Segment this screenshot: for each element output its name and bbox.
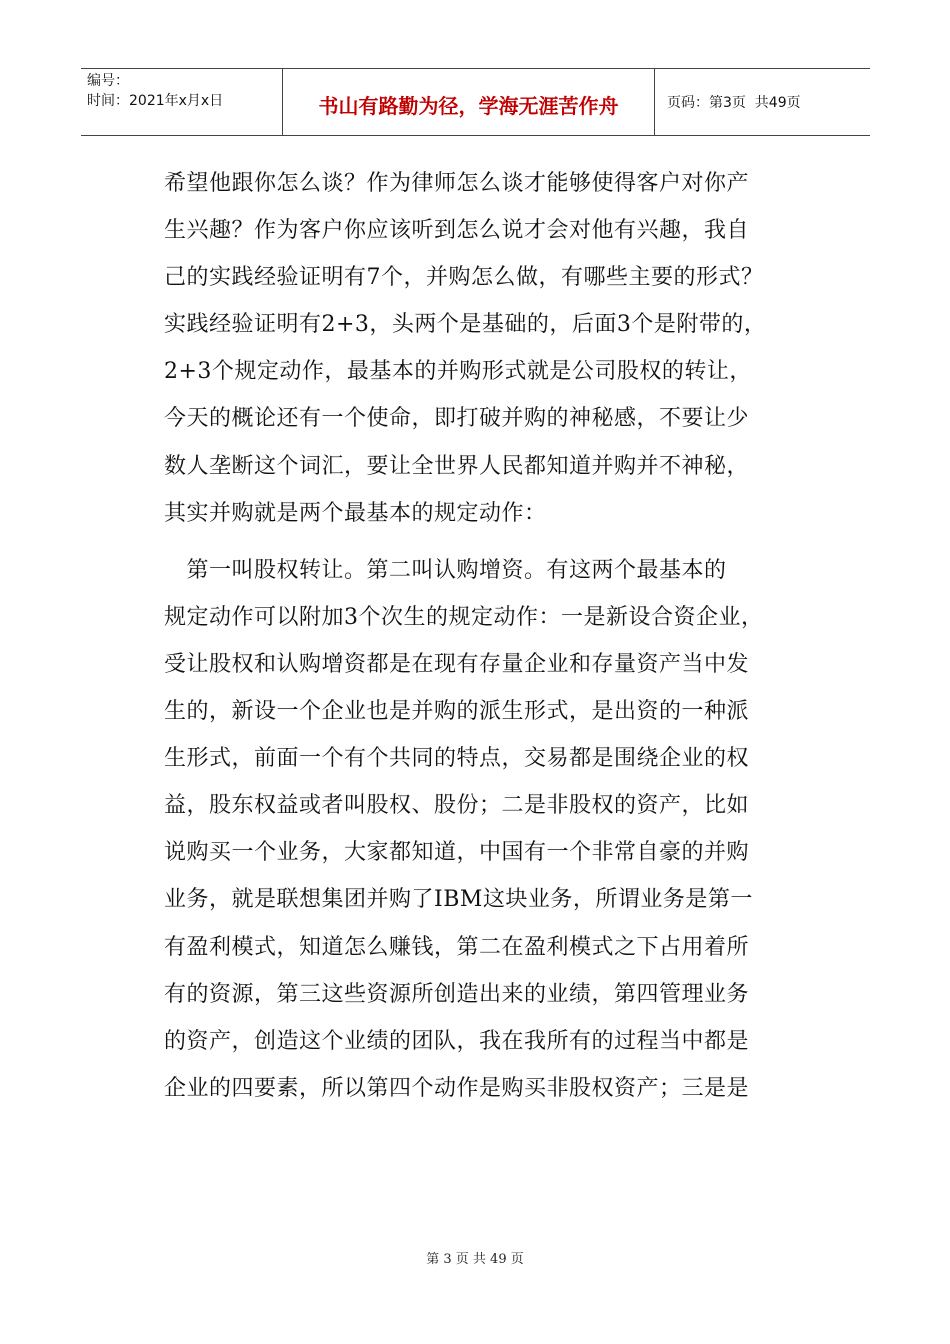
- text-line: 企业的四要素，所以第四个动作是购买非股权资产；三是是: [164, 1075, 750, 1101]
- document-body: [164, 160, 804, 1112]
- header-motto: 书山有路勤为径，学海无涯苦作舟: [283, 69, 655, 135]
- text-line: 2+3个规定动作，最基本的并购形式就是公司股权的转让，: [164, 359, 752, 385]
- page-footer: 第 3 页 共 49 页: [426, 1252, 524, 1267]
- header-page-info: 页码：第3页 共49页: [667, 95, 801, 111]
- text-line: 生的，新设一个企业也是并购的派生形式，是出资的一种派: [164, 699, 750, 725]
- text-line: 希望他跟你怎么谈？作为律师怎么谈才能够使得客户对你产: [164, 171, 750, 196]
- page-header: [81, 68, 870, 136]
- text-line: 第一叫股权转让。第二叫认购增资。有这两个最基本的: [164, 557, 727, 583]
- time-label: 时间：2021年x月x日: [87, 93, 224, 109]
- text-line: 规定动作可以附加3个次生的规定动作：一是新设合资企业，: [164, 604, 764, 630]
- text-line: 业务，就是联想集团并购了IBM这块业务，所谓业务是第一: [164, 887, 753, 913]
- text-line: 有的资源，第三这些资源所创造出来的业绩，第四管理业务: [164, 981, 750, 1007]
- text-line: 实践经验证明有2+3，头两个是基础的，后面3个是附带的，: [164, 312, 767, 338]
- text-line: 的资产，创造这个业绩的团队，我在我所有的过程当中都是: [164, 1028, 750, 1054]
- text-line: 己的实践经验证明有7个，并购怎么做，有哪些主要的形式？: [164, 265, 764, 291]
- text-line: 说购买一个业务，大家都知道，中国有一个非常自豪的并购: [164, 840, 750, 866]
- serial-label: 编号：: [87, 73, 129, 89]
- paragraph-1: [164, 160, 804, 537]
- text-line: 今天的概论还有一个使命，即打破并购的神秘感，不要让少: [164, 406, 750, 432]
- text-line: 数人垄断这个词汇，要让全世界人民都知道并购并不神秘，: [164, 453, 750, 479]
- text-line: 生形式，前面一个有个共同的特点，交易都是围绕企业的权: [164, 746, 750, 772]
- text-line: 其实并购就是两个最基本的规定动作：: [164, 500, 547, 526]
- paragraph-2: [164, 547, 804, 1112]
- text-line: 生兴趣？作为客户你应该听到怎么说才会对他有兴趣，我自: [164, 218, 750, 244]
- header-meta-cell: [81, 69, 283, 135]
- text-line: 受让股权和认购增资都是在现有存量企业和存量资产当中发: [164, 651, 750, 677]
- text-line: 益，股东权益或者叫股权、股份；二是非股权的资产，比如: [164, 793, 750, 819]
- text-line: 有盈利模式，知道怎么赚钱，第二在盈利模式之下占用着所: [164, 934, 750, 960]
